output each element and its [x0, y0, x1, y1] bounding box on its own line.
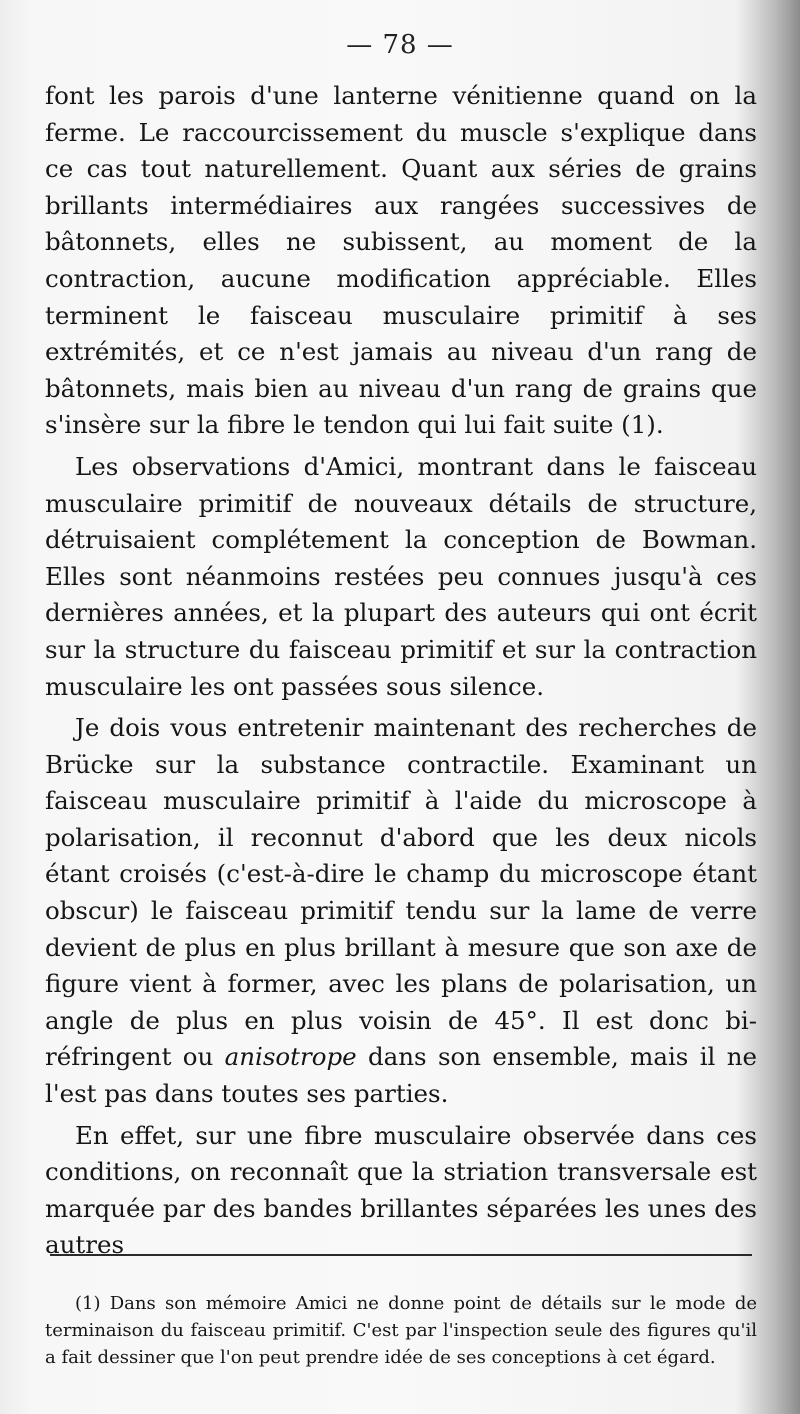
paragraph-1: font les parois d'une lanterne vénitienne quand on la ferme. Le raccourcissement du muscle s'explique dans ce cas tout naturellement. Quant aux séries de grains brillants intermédiaires aux rangées successives de bâtonnets, elles ne subissent, au moment de la contraction, aucune modification appréciable. Elles terminent le faisceau musculaire primitif à ses extrémités, et ce n'est jamais au niveau d'un rang de bâtonnets, mais bien au niveau d'un rang de grains que s'insère sur la fibre le tendon qui lui fait suite (1).: [45, 81, 757, 440]
paragraph-4: En effet, sur une fibre musculaire observée dans ces conditions, on reconnaît que la striation transversale est marquée par des bandes brillantes séparées les unes des autres: [45, 1120, 757, 1260]
paragraph-3: [45, 710, 757, 1113]
italic-term-anisotrope: anisotrope: [224, 1042, 357, 1072]
footnote: [45, 1290, 757, 1371]
footnote-text: Dans son mémoire Amici ne donne point de détails sur le mode de terminaison du faisceau primitif. C'est par l'inspection seule des figures qu'il a fait dessiner que l'on peut prendre idée de ses conceptions à cet égard.: [45, 1293, 757, 1368]
paragraph-3-text-start: Je dois vous entretenir maintenant des recherches de Brücke sur la substance contractile. Examinant un faisceau musculaire primitif à l'aide du microscope à polarisation, il reconnut d'abord que les deux nicols étant croisés (c'est-à-dire le champ du microscope étant obscur) le faisceau primitif tendu sur la lame de verre devient de plus en plus brillant à mesure que son axe de figure vient à former, avec les plans de polarisation, un angle de plus en plus voisin de 45°. Il est donc bi-réfringent ou: [45, 713, 757, 1072]
paragraph-3-text-end: dans son ensemble, mais il ne l'est pas dans toutes ses parties.: [45, 1042, 757, 1109]
paragraph-2: Les observations d'Amici, montrant dans le faisceau musculaire primitif de nouveaux détails de structure, détruisaient complétement la conception de Bowman. Elles sont néanmoins restées peu connues jusqu'à ces dernières années, et la plupart des auteurs qui ont écrit sur la structure du faisceau primitif et sur la contraction musculaire les ont passées sous silence.: [45, 451, 757, 701]
footnote-marker: (1): [75, 1293, 101, 1314]
page-number: — 78 —: [346, 30, 454, 60]
body-text: [45, 78, 757, 1269]
footnote-divider: [50, 1254, 752, 1256]
